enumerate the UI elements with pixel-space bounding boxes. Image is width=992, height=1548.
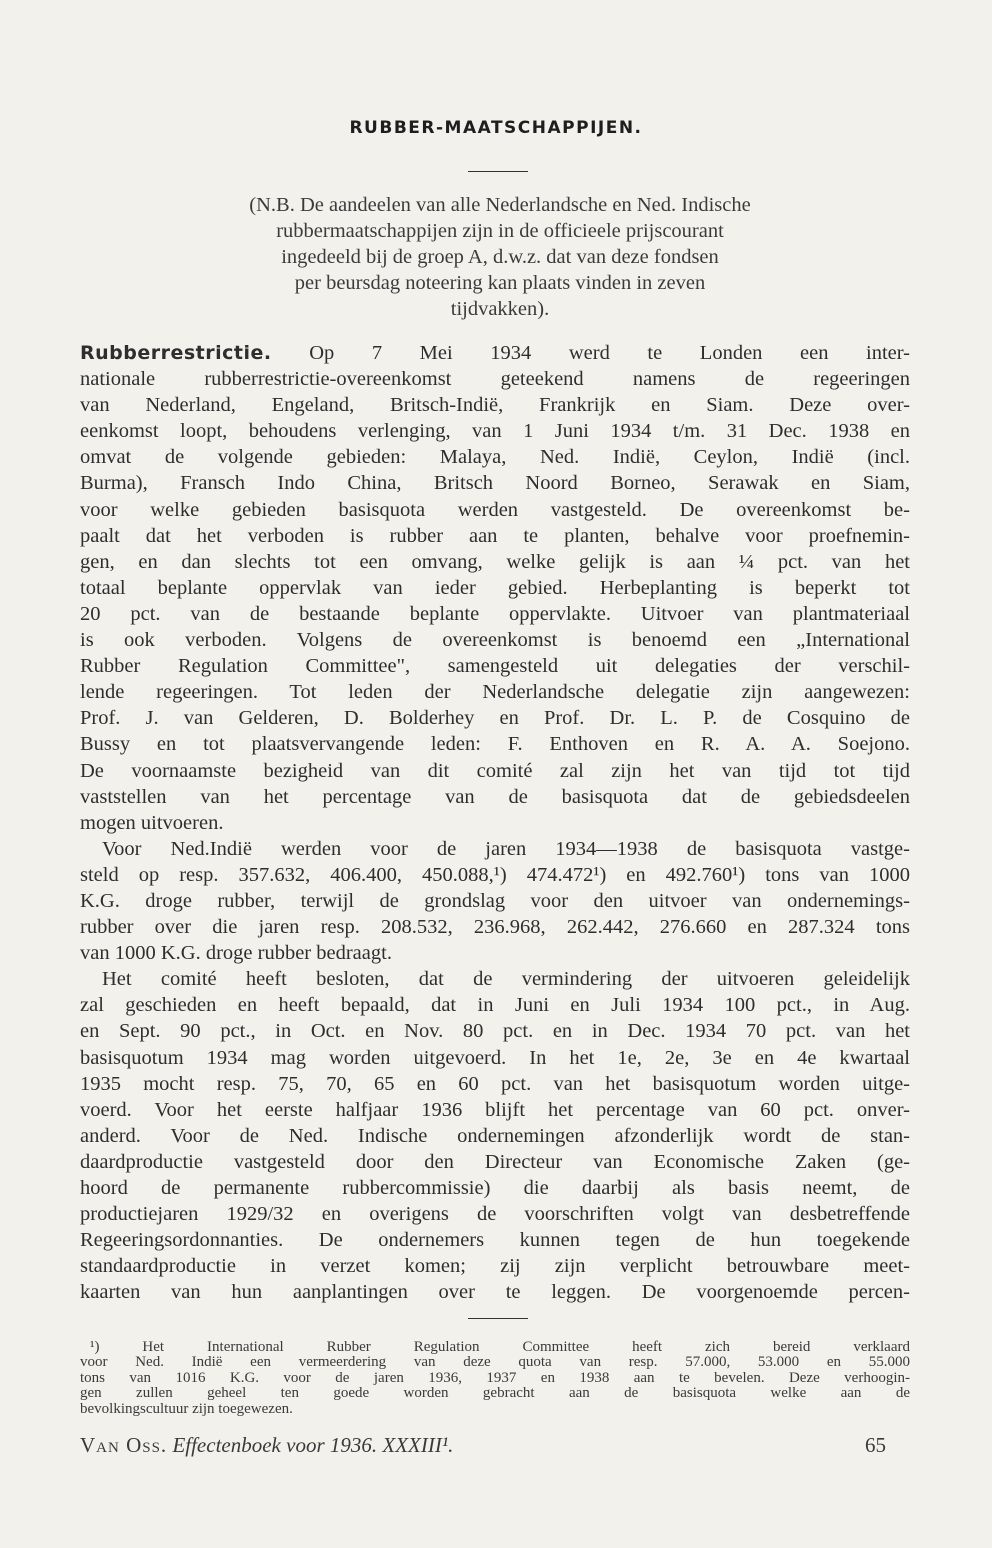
body-line: Rubber Regulation Committee", samengesteld uit delegaties der verschil-: [80, 655, 910, 678]
body-line: lende regeeringen. Tot leden der Nederlandsche delegatie zijn aangewezen:: [80, 681, 910, 704]
note-line: per beursdag noteering kan plaats vinden in zeven: [294, 272, 706, 294]
footnote-line: ¹) Het International Rubber Regulation Committee heeft zich bereid verklaard: [90, 1339, 910, 1355]
editorial-note: [120, 192, 880, 322]
body-line: voerd. Voor het eerste halfjaar 1936 blijft het percentage van 60 pct. onver-: [80, 1098, 910, 1121]
body-line: Prof. J. van Gelderen, D. Bolderhey en Prof. Dr. L. P. de Cosquino de: [80, 707, 910, 730]
body-line: is ook verboden. Volgens de overeenkomst is benoemd een „International: [80, 629, 910, 652]
footer-volume: XXXIII¹.: [382, 1433, 454, 1457]
body-line: [80, 340, 910, 366]
note-line: (N.B. De aandeelen van alle Nederlandsche en Ned. Indische: [249, 194, 751, 216]
body-line: Burma), Fransch Indo China, Britsch Noord Borneo, Serawak en Siam,: [80, 472, 910, 495]
body-text: [80, 340, 910, 1305]
page-number: 65: [865, 1433, 886, 1457]
footnote: [80, 1340, 910, 1417]
footer-title: Effectenboek voor 1936.: [172, 1433, 378, 1457]
section-title: Rubberrestrictie.: [80, 342, 272, 364]
page-footer: [80, 1433, 886, 1458]
body-line: Bussy en tot plaatsvervangende leden: F. Enthoven en R. A. A. Soejono.: [80, 733, 910, 756]
body-line: Voor Ned.Indië werden voor de jaren 1934—1938 de basisquota vastge-: [102, 837, 910, 860]
body-line: voor welke gebieden basisquota werden vastgesteld. De overeenkomst be-: [80, 498, 910, 521]
footnote-line: bevolkingscultuur zijn toegewezen.: [80, 1400, 293, 1417]
body-line-text: Op 7 Mei 1934 werd te Londen een inter-: [309, 342, 911, 364]
body-line: hoord de permanente rubbercommissie) die daarbij als basis neemt, de: [80, 1177, 910, 1199]
body-line: gen, en dan slechts tot een omvang, welke gelijk is aan ¼ pct. van het: [80, 550, 910, 573]
body-line: Het comité heeft besloten, dat de vermindering der uitvoeren geleidelijk: [102, 968, 910, 991]
footer-citation: [80, 1433, 453, 1458]
body-line: paalt dat het verboden is rubber aan te planten, behalve voor proefnemin-: [80, 524, 910, 547]
note-line: tijdvakken).: [450, 298, 550, 320]
body-line: omvat de volgende gebieden: Malaya, Ned. Indië, Ceylon, Indië (incl.: [80, 446, 910, 469]
body-line: productiejaren 1929/32 en overigens de voorschriften volgt van desbetreffende: [80, 1203, 910, 1226]
body-line: totaal beplante oppervlak van ieder gebied. Herbeplanting is beperkt tot: [80, 576, 910, 599]
body-line: De voornaamste bezigheid van dit comité zal zijn het van tijd tot tijd: [80, 759, 910, 782]
body-line: en Sept. 90 pct., in Oct. en Nov. 80 pct. en in Dec. 1934 70 pct. van het: [80, 1020, 910, 1043]
footnote-line: voor Ned. Indië een vermeerdering van deze quota van resp. 57.000, 53.000 en 55.000: [80, 1354, 910, 1371]
body-line: van 1000 K.G. droge rubber bedraagt.: [80, 942, 392, 965]
body-line: mogen uitvoeren.: [80, 811, 224, 834]
body-line: steld op resp. 357.632, 406.400, 450.088,¹) 474.472¹) en 492.760¹) tons van 1000: [80, 863, 910, 886]
footnote-line: tons van 1016 K.G. voor de jaren 1936, 1937 en 1938 aan te bevelen. Deze verhoogin-: [80, 1369, 910, 1386]
body-line: Regeeringsordonnanties. De ondernemers kunnen tegen de hun toegekende: [80, 1229, 910, 1252]
body-line: daardproductie vastgesteld door den Directeur van Economische Zaken (ge-: [80, 1150, 910, 1173]
note-line: ingedeeld bij de groep A, d.w.z. dat van deze fondsen: [281, 246, 719, 268]
body-line: van Nederland, Engeland, Britsch-Indië, Frankrijk en Siam. Deze over-: [80, 394, 910, 417]
page-heading: RUBBER-MAATSCHAPPIJEN.: [349, 118, 643, 138]
body-line: standaardproductie in verzet komen; zij zijn verplicht betrouwbare meet-: [80, 1255, 910, 1278]
body-line: rubber over die jaren resp. 208.532, 236.968, 262.442, 276.660 en 287.324 tons: [80, 916, 910, 939]
footer-author: Van Oss.: [80, 1433, 168, 1457]
footnote-rule: [468, 1318, 528, 1319]
body-line: zal geschieden en heeft bepaald, dat in Juni en Juli 1934 100 pct., in Aug.: [80, 994, 910, 1017]
body-line: K.G. droge rubber, terwijl de grondslag voor den uitvoer van ondernemings-: [80, 889, 910, 912]
body-line: nationale rubberrestrictie-overeenkomst geteekend namens de regeeringen: [80, 368, 910, 391]
body-line: vaststellen van het percentage van de basisquota dat de gebiedsdeelen: [80, 785, 910, 808]
body-line: anderd. Voor de Ned. Indische ondernemingen afzonderlijk wordt de stan-: [80, 1124, 910, 1147]
body-line: kaarten van hun aanplantingen over te leggen. De voorgenoemde percen-: [80, 1281, 910, 1304]
body-line: eenkomst loopt, behoudens verlenging, van 1 Juni 1934 t/m. 31 Dec. 1938 en: [80, 420, 910, 443]
body-line: 1935 mocht resp. 75, 70, 65 en 60 pct. van het basisquotum worden uitge-: [80, 1072, 910, 1095]
body-line: 20 pct. van de bestaande beplante oppervlakte. Uitvoer van plantmateriaal: [80, 602, 910, 625]
note-line: rubbermaatschappijen zijn in de officieele prijscourant: [276, 220, 724, 242]
body-line: basisquotum 1934 mag worden uitgevoerd. In het 1e, 2e, 3e en 4e kwartaal: [80, 1046, 910, 1069]
heading-rule: [468, 171, 528, 172]
footnote-line: gen zullen geheel ten goede worden gebracht aan de basisquota welke aan de: [80, 1385, 910, 1402]
